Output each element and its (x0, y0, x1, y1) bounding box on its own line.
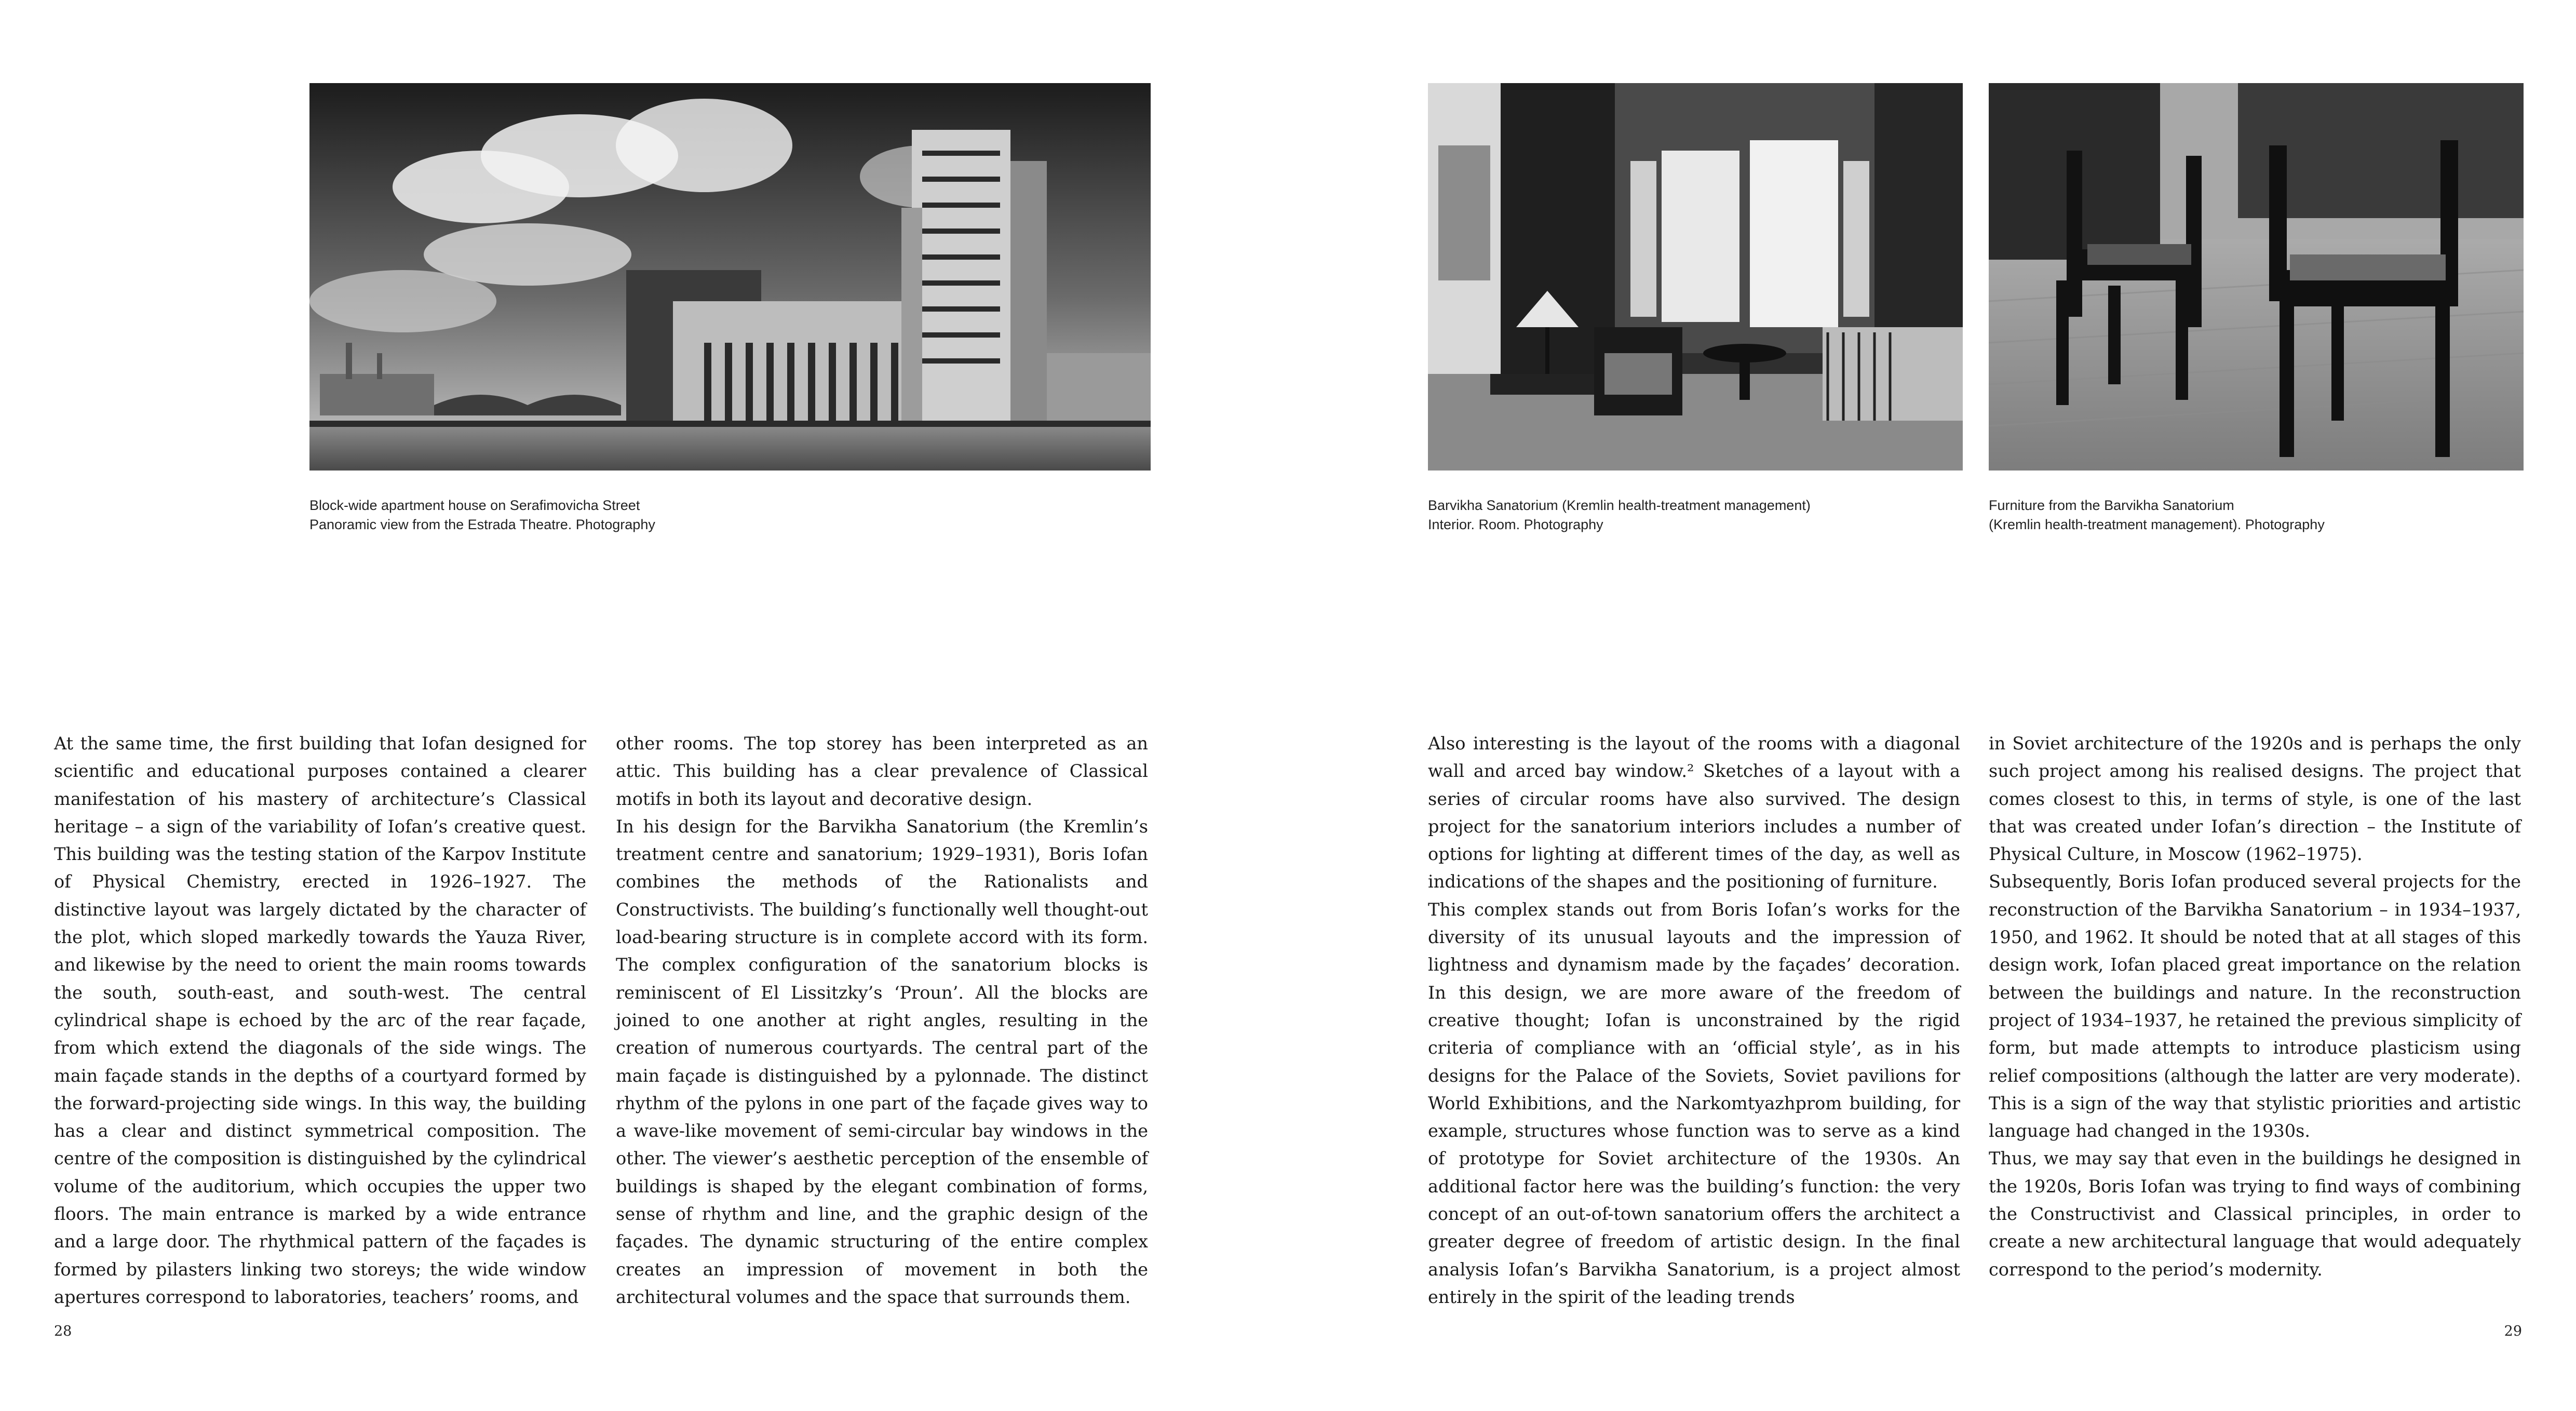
body-paragraph: Subsequently, Boris Iofan produced several projects for the reconstruction of the Barvikha Sanatorium – in 1934–1937, 1950, and 1962. It should be noted that at all stages of this design work, Iofan placed great importance on the relation between the buildings and nature. In the reconstruction project of 1934–1937, he retained the previous simplicity of form, but made attempts to introduce plasticism using relief compositions (although the latter are very moderate). This is a sign of the way that stylistic priorities and artistic language had changed in the 1930s. (1989, 871, 2521, 1141)
photo-sanatorium-interior (1428, 83, 1963, 471)
body-paragraph: Also interesting is the layout of the rooms with a diagonal wall and arced bay window.² Sketches of a layout with a series of circular rooms have also survived. The design project for the sanatorium interiors includes a number of options for lighting at different times of the day, as well as indications of the shapes and the positioning of furniture. (1428, 733, 1960, 892)
page-number-right: 29 (2504, 1323, 2522, 1339)
body-paragraph: other rooms. The top storey has been interpreted as an attic. This building has a clear prevalence of Classical motifs in both its layout and decorative design. (616, 733, 1148, 809)
text-column-4 (1989, 730, 2521, 1283)
body-paragraph: In his design for the Barvikha Sanatorium (the Kremlin’s treatment centre and sanatorium; 1929–1931), Boris Iofan combines the methods of the Rationalists and Constructivists. The building’s functionally well thought-out load-bearing structure is in complete accord with its form. The complex configuration of the sanatorium blocks is reminiscent of El Lissitzky’s ‘Proun’. All the blocks are joined to one another at right angles, resulting in the creation of numerous courtyards. The central part of the main façade is distinguished by a pylonnade. The distinct rhythm of the pylons in one part of the façade gives way to a wave-like movement of semi-circular bay windows in the other. The viewer’s aesthetic perception of the ensemble of buildings is shaped by the elegant combination of forms, sense of rhythm and line, and the graphic design of the façades. The dynamic structuring of the entire complex creates an impression of movement in both the architectural volumes and the space that surrounds them. (616, 816, 1148, 1307)
text-column-1 (54, 730, 586, 1311)
photo-apartment-house (309, 83, 1151, 471)
caption-sanatorium-interior (1428, 496, 1811, 534)
caption-line: Barvikha Sanatorium (Kremlin health-treatment management) (1428, 498, 1811, 513)
caption-line: (Kremlin health-treatment management). Photography (1989, 517, 2325, 532)
body-paragraph: in Soviet architecture of the 1920s and is perhaps the only such project among his realised designs. The project that comes closest to this, in terms of style, is one of the last that was created under Iofan’s direction – the Institute of Physical Culture, in Moscow (1962–1975). (1989, 733, 2521, 865)
body-paragraph: At the same time, the first building that Iofan designed for scientific and educational purposes contained a clearer manifestation of his mastery of architecture’s Classical heritage – a sign of the variability of Iofan’s creative quest. This building was the testing station of the Karpov Institute of Physical Chemistry, erected in 1926–1927. The distinctive layout was largely dictated by the character of the plot, which sloped markedly towards the Yauza River, and likewise by the need to orient the main rooms towards the south, south-east, and south-west. The central cylindrical shape is echoed by the arc of the rear façade, from which extend the diagonals of the side wings. The main façade stands in the depths of a courtyard formed by the forward-projecting side wings. In this way, the building has a clear and distinct symmetrical composition. The centre of the composition is distinguished by the cylindrical volume of the auditorium, which occupies the upper two floors. The main entrance is marked by a wide entrance and a large door. The rhythmical pattern of the façades is formed by pilasters linking two storeys; the wide window apertures correspond to laboratories, teachers’ rooms, and (54, 733, 586, 1307)
caption-apartment-house (309, 496, 655, 534)
caption-sanatorium-furniture (1989, 496, 2325, 534)
text-column-2 (616, 730, 1148, 1311)
caption-line: Block-wide apartment house on Serafimovicha Street (309, 498, 640, 513)
photo-sanatorium-furniture (1989, 83, 2524, 471)
text-column-3 (1428, 730, 1960, 1311)
caption-line: Furniture from the Barvikha Sanatorium (1989, 498, 2234, 513)
caption-line: Panoramic view from the Estrada Theatre. Photography (309, 517, 655, 532)
body-paragraph: Thus, we may say that even in the buildings he designed in the 1920s, Boris Iofan was trying to find ways of combining the Constructivist and Classical principles, in order to create a new architectural language that would adequately correspond to the period’s modernity. (1989, 1148, 2521, 1280)
page-number-left: 28 (54, 1323, 72, 1339)
body-paragraph: This complex stands out from Boris Iofan’s works for the diversity of its unusual layouts and the impression of lightness and dynamism made by the façades’ decoration. In this design, we are more aware of the freedom of creative thought; Iofan is unconstrained by the rigid criteria of compliance with an ‘official style’, as in his designs for the Palace of the Soviets, Soviet pavilions for World Exhibitions, and the Narkomtyazhprom building, for example, structures whose function was to serve as a kind of prototype for Soviet architecture of the 1930s. An additional factor here was the building’s function: the very concept of an out-of-town sanatorium offers the architect a greater degree of freedom of artistic design. In the final analysis Iofan’s Barvikha Sanatorium, is a project almost entirely in the spirit of the leading trends (1428, 899, 1960, 1307)
caption-line: Interior. Room. Photography (1428, 517, 1603, 532)
